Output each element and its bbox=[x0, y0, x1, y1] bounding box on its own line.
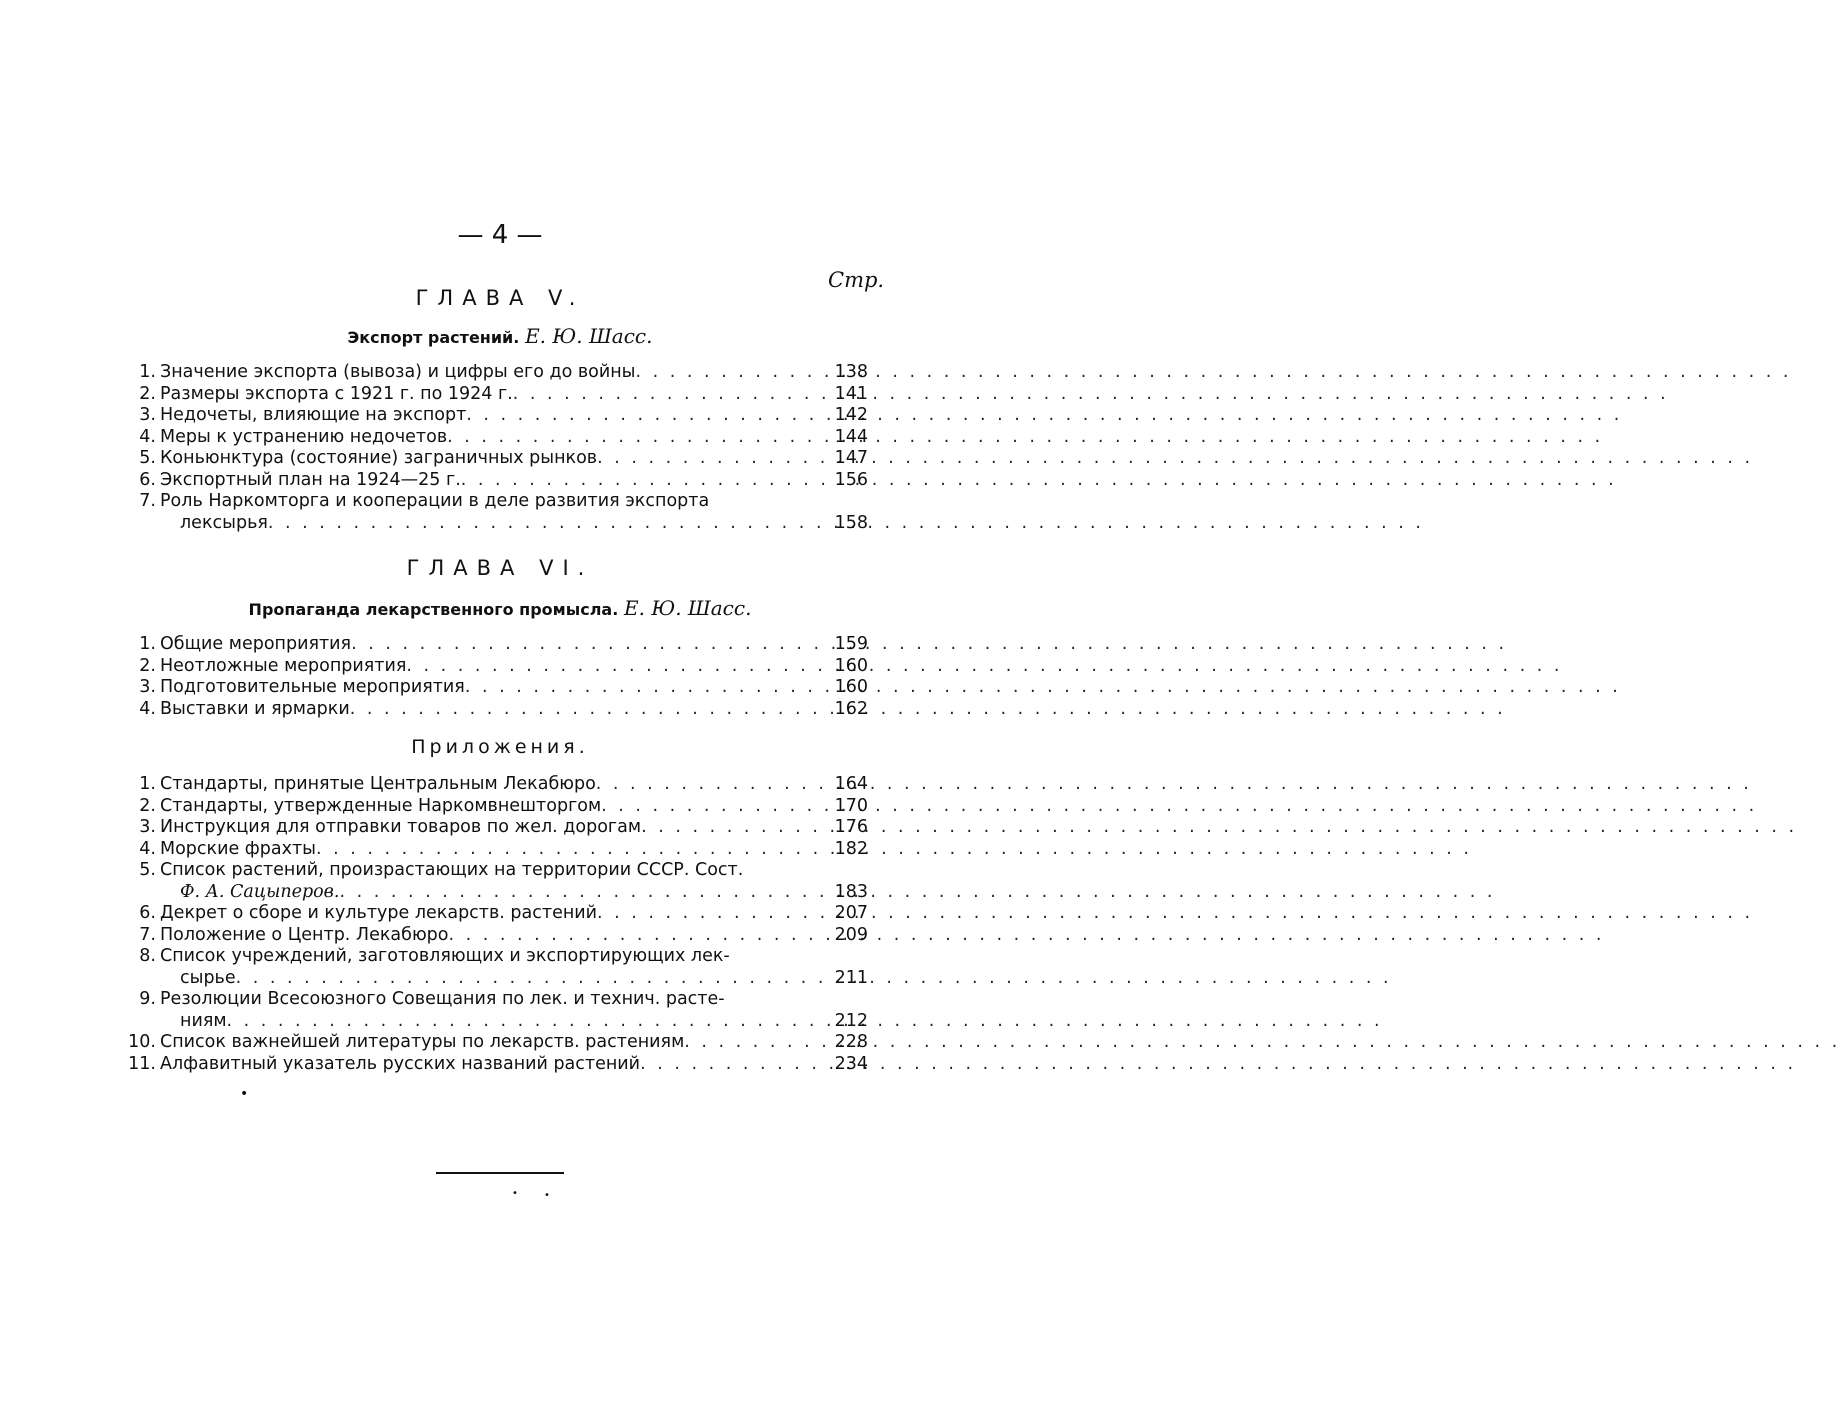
toc-entry-text: Морские фрахты bbox=[160, 838, 316, 859]
dot-leader bbox=[316, 839, 828, 861]
toc-entry-page: 160 bbox=[834, 677, 868, 697]
toc-entry-number: 5. bbox=[139, 448, 156, 468]
dot-leader bbox=[351, 634, 828, 656]
toc-entry-text: Список растений, произрастающих на территории СССР. Сост. bbox=[160, 860, 744, 880]
dot-leader bbox=[406, 656, 828, 678]
toc-entry-text: Роль Наркомторга и кооперации в деле развития экспорта bbox=[160, 491, 710, 511]
toc-entry-number: 1. bbox=[139, 634, 156, 654]
toc-entry-text: Декрет о сборе и культуре лекарств. растений bbox=[160, 903, 598, 923]
toc-entry bbox=[116, 699, 868, 721]
toc-entry-text: Стандарты, утвержденные Наркомвнешторгом bbox=[160, 795, 602, 816]
toc-entry bbox=[116, 656, 868, 678]
dot-leader bbox=[465, 677, 828, 699]
toc-entry-text: Недочеты, влияющие на экспорт bbox=[160, 405, 467, 425]
toc-entry bbox=[116, 470, 868, 492]
toc-entry-text: Выставки и ярмарки bbox=[160, 698, 350, 719]
toc-entry-text: Положение о Центр. Лекабюро bbox=[160, 924, 449, 945]
appendix-toc bbox=[116, 774, 868, 1075]
dot-leader bbox=[449, 925, 829, 947]
toc-entry-continuation bbox=[116, 1011, 868, 1033]
toc-entry bbox=[116, 903, 868, 925]
toc-entry-text: Экспортный план на 1924—25 г. bbox=[160, 469, 461, 490]
toc-entry-text: Список учреждений, заготовляющих и экспортирующих лек- bbox=[160, 946, 730, 966]
chapter-5-section-title bbox=[0, 324, 1000, 348]
dot-leader bbox=[636, 362, 829, 384]
toc-entry-text: Подготовительные мероприятия bbox=[160, 677, 465, 697]
toc-entry-text: Инструкция для отправки товаров по жел. дорогам bbox=[160, 817, 642, 837]
dot-leader bbox=[641, 817, 828, 839]
dot-leader bbox=[601, 796, 828, 818]
chapter-5-toc bbox=[116, 362, 868, 534]
toc-entry-page: 176 bbox=[834, 817, 868, 837]
toc-entry-continuation bbox=[116, 968, 868, 990]
ink-speck: • bbox=[240, 1086, 249, 1102]
toc-entry-number: 1. bbox=[139, 774, 156, 794]
toc-entry-page: 142 bbox=[834, 405, 868, 425]
toc-entry-number: 7. bbox=[139, 491, 156, 511]
toc-entry bbox=[116, 634, 868, 656]
toc-entry-page: 170 bbox=[834, 795, 868, 816]
toc-entry-page: 182 bbox=[834, 838, 868, 859]
toc-entry-page: 183 bbox=[834, 881, 868, 902]
dot-leader bbox=[597, 903, 828, 925]
chapter-5-section-name: Экспорт растений. bbox=[347, 328, 520, 347]
dot-leader bbox=[597, 448, 828, 470]
toc-entry-number: 7. bbox=[139, 924, 156, 945]
closing-rule bbox=[436, 1172, 564, 1174]
toc-entry bbox=[116, 796, 868, 818]
ink-speck: • bbox=[544, 1190, 550, 1201]
toc-entry-page: 138 bbox=[834, 362, 868, 382]
chapter-6-section-name: Пропаганда лекарственного промысла. bbox=[248, 600, 619, 619]
ink-speck: • bbox=[512, 1188, 518, 1199]
chapter-5-title: ГЛАВА V. bbox=[415, 286, 585, 310]
toc-entry-number: 5. bbox=[139, 860, 156, 880]
dot-leader bbox=[461, 470, 828, 492]
dot-leader bbox=[640, 1054, 828, 1076]
toc-entry bbox=[116, 839, 868, 861]
toc-entry-text: Список важнейшей литературы по лекарств. растениям bbox=[160, 1032, 685, 1052]
dot-leader bbox=[466, 405, 828, 427]
toc-entry-text: Общие мероприятия bbox=[160, 634, 352, 654]
toc-entry-page: 209 bbox=[834, 924, 868, 945]
toc-entry-text: лексырья bbox=[180, 512, 268, 533]
toc-entry-text: Меры к устранению недочетов bbox=[160, 426, 448, 447]
toc-entry-number: 4. bbox=[139, 698, 156, 719]
toc-entry bbox=[116, 448, 868, 470]
toc-entry-first-line bbox=[116, 491, 868, 513]
appendix-title: Приложения. bbox=[411, 736, 589, 758]
toc-entry bbox=[116, 427, 868, 449]
toc-entry bbox=[116, 774, 868, 796]
toc-entry-page: 234 bbox=[834, 1053, 868, 1074]
toc-entry-author: Ф. А. Сацыперов. bbox=[180, 881, 340, 902]
toc-entry-number: 6. bbox=[139, 469, 156, 490]
toc-entry-number: 8. bbox=[139, 946, 156, 966]
toc-entry-number: 4. bbox=[139, 838, 156, 859]
toc-entry-text: Коньюнктура (состояние) заграничных рынков bbox=[160, 448, 598, 468]
toc-entry-number: 11. bbox=[128, 1053, 156, 1074]
chapter-6-section-title bbox=[0, 596, 1000, 620]
dot-leader bbox=[236, 968, 828, 990]
toc-entry bbox=[116, 1054, 868, 1076]
toc-entry-continuation bbox=[116, 882, 868, 904]
toc-entry-number: 4. bbox=[139, 426, 156, 447]
toc-entry-page: 144 bbox=[834, 426, 868, 447]
toc-entry-page: 156 bbox=[834, 469, 868, 490]
toc-entry-page: 164 bbox=[834, 774, 868, 794]
toc-entry-text: Значение экспорта (вывоза) и цифры его до войны bbox=[160, 362, 636, 382]
toc-entry-number: 1. bbox=[139, 362, 156, 382]
dot-leader bbox=[339, 882, 828, 904]
dot-leader bbox=[684, 1032, 828, 1054]
toc-entry-text: Стандарты, принятые Центральным Лекабюро bbox=[160, 774, 596, 794]
chapter-6-author: Е. Ю. Шасс. bbox=[624, 596, 752, 620]
toc-entry-continuation bbox=[116, 513, 868, 535]
toc-entry-number: 3. bbox=[139, 677, 156, 697]
toc-entry-number: 10. bbox=[128, 1032, 156, 1052]
dot-leader bbox=[268, 513, 828, 535]
toc-entry-page: 211 bbox=[834, 967, 868, 988]
toc-entry bbox=[116, 405, 868, 427]
toc-entry-number: 3. bbox=[139, 817, 156, 837]
toc-entry-page: 212 bbox=[834, 1010, 868, 1031]
dot-leader bbox=[513, 384, 828, 406]
toc-entry-text: Неотложные мероприятия bbox=[160, 655, 407, 676]
toc-entry-text: Размеры экспорта с 1921 г. по 1924 г. bbox=[160, 383, 513, 404]
toc-entry-page: 162 bbox=[834, 698, 868, 719]
toc-entry bbox=[116, 362, 868, 384]
page-column-label: Стр. bbox=[828, 268, 885, 292]
toc-entry-number: 2. bbox=[139, 383, 156, 404]
toc-entry-number: 2. bbox=[139, 795, 156, 816]
toc-entry bbox=[116, 677, 868, 699]
toc-entry-page: 228 bbox=[834, 1032, 868, 1052]
toc-entry bbox=[116, 925, 868, 947]
dot-leader bbox=[447, 427, 828, 449]
toc-entry-first-line bbox=[116, 860, 868, 882]
toc-entry-number: 6. bbox=[139, 903, 156, 923]
dot-leader bbox=[227, 1011, 828, 1033]
toc-entry-number: 2. bbox=[139, 655, 156, 676]
toc-entry-first-line bbox=[116, 946, 868, 968]
toc-entry-page: 147 bbox=[834, 448, 868, 468]
toc-entry-page: 160 bbox=[834, 655, 868, 676]
chapter-5-author: Е. Ю. Шасс. bbox=[525, 324, 653, 348]
toc-entry-page: 207 bbox=[834, 903, 868, 923]
toc-entry bbox=[116, 1032, 868, 1054]
chapter-6-title: ГЛАВА VI. bbox=[406, 556, 594, 580]
page-number: — 4 — bbox=[457, 220, 543, 250]
toc-entry-text: Резолюции Всесоюзного Совещания по лек. и технич. расте- bbox=[160, 989, 725, 1009]
toc-entry bbox=[116, 384, 868, 406]
toc-entry bbox=[116, 817, 868, 839]
dot-leader bbox=[350, 699, 828, 721]
dot-leader bbox=[596, 774, 828, 796]
toc-entry-text: ниям bbox=[180, 1010, 227, 1031]
toc-entry-page: 159 bbox=[834, 634, 868, 654]
toc-entry-text: сырье bbox=[180, 967, 236, 988]
toc-entry-page: 141 bbox=[834, 383, 868, 404]
toc-entry-number: 3. bbox=[139, 405, 156, 425]
toc-entry-page: 158 bbox=[834, 512, 868, 533]
toc-entry-first-line bbox=[116, 989, 868, 1011]
chapter-6-toc bbox=[116, 634, 868, 720]
toc-entry-number: 9. bbox=[139, 989, 156, 1009]
toc-entry-text: Алфавитный указатель русских названий растений bbox=[160, 1053, 641, 1074]
